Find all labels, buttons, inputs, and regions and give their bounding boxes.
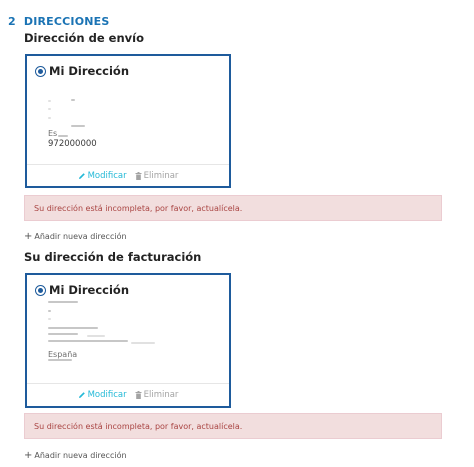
redacted-line xyxy=(71,125,85,127)
billing-card-header xyxy=(35,283,129,297)
shipping-add-address-link[interactable] xyxy=(24,231,127,242)
billing-delete-label: Eliminar xyxy=(143,390,179,400)
redacted-line xyxy=(131,342,155,344)
shipping-phone: 972000000 xyxy=(48,139,97,149)
redacted-line xyxy=(58,135,68,137)
billing-delete-button[interactable] xyxy=(135,390,179,400)
shipping-card-header xyxy=(35,64,129,78)
billing-address-heading: Su dirección de facturación xyxy=(24,250,202,264)
shipping-delete-label: Eliminar xyxy=(143,171,179,181)
redacted-line xyxy=(48,117,51,119)
billing-country-partial: España xyxy=(48,350,78,359)
trash-icon xyxy=(135,172,142,180)
billing-modify-label: Modificar xyxy=(87,390,127,400)
redacted-line xyxy=(48,318,51,320)
billing-card-name: Mi Dirección xyxy=(49,283,130,297)
redacted-line xyxy=(48,340,128,342)
redacted-line xyxy=(48,359,72,361)
section-number: 2 xyxy=(8,14,16,28)
shipping-card-name: Mi Dirección xyxy=(49,64,130,78)
card-divider xyxy=(27,383,229,384)
redacted-line xyxy=(48,108,51,110)
shipping-incomplete-alert: Su dirección está incompleta, por favor, actualícela. xyxy=(24,195,442,221)
redacted-line xyxy=(48,310,51,312)
shipping-add-address-label: Añadir nueva dirección xyxy=(34,232,127,241)
plus-icon: + xyxy=(24,231,33,242)
billing-address-card[interactable] xyxy=(25,273,231,408)
billing-card-actions xyxy=(27,390,229,400)
redacted-line xyxy=(48,327,98,329)
billing-modify-button[interactable] xyxy=(78,390,127,400)
billing-add-address-link[interactable] xyxy=(24,450,127,461)
section-title-text: DIRECCIONES xyxy=(23,14,110,28)
shipping-address-card[interactable] xyxy=(25,54,231,188)
pencil-icon xyxy=(78,172,86,180)
shipping-country-partial: Es xyxy=(48,129,58,138)
redacted-line xyxy=(87,335,105,337)
shipping-modify-button[interactable] xyxy=(78,171,127,181)
redacted-line xyxy=(71,99,75,101)
shipping-card-actions xyxy=(27,171,229,181)
shipping-delete-button[interactable] xyxy=(135,171,179,181)
section-title xyxy=(8,13,110,29)
shipping-address-heading: Dirección de envío xyxy=(24,31,144,45)
redacted-line xyxy=(48,301,78,303)
pencil-icon xyxy=(78,391,86,399)
radio-selected-icon[interactable] xyxy=(35,285,46,296)
card-divider xyxy=(27,164,229,165)
redacted-line xyxy=(48,333,78,335)
radio-selected-icon[interactable] xyxy=(35,66,46,77)
trash-icon xyxy=(135,391,142,399)
billing-add-address-label: Añadir nueva dirección xyxy=(34,451,127,460)
shipping-modify-label: Modificar xyxy=(87,171,127,181)
billing-incomplete-alert: Su dirección está incompleta, por favor, actualícela. xyxy=(24,413,442,439)
plus-icon: + xyxy=(24,450,33,461)
redacted-line xyxy=(48,100,51,102)
